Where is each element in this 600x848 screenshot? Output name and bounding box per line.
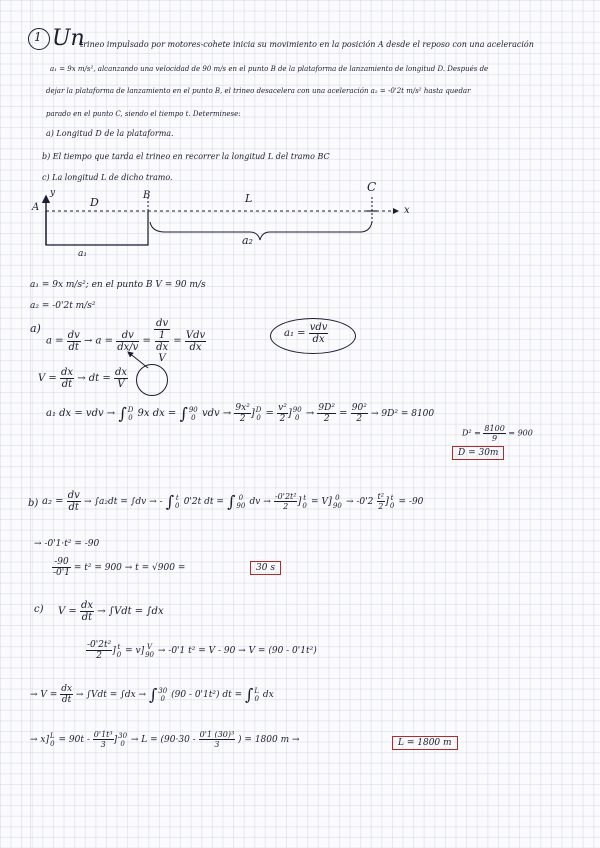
part-c-label: c) bbox=[34, 604, 44, 615]
part-c-eq4: → x] L 0 = 90t - $\frac{\text{0'1t³}}{3}$ ] 30 0 → L = (90·30 - $\frac{\text{0'1 (30)³}}{3}$ ) = 1800 m → bbox=[30, 730, 300, 749]
part-a-eq1: a = $\frac{dv}{dt}$ → a = $\frac{dv}{dx/v}$ = dv 1 dx V = $\frac{\text{Vdv}}{dx}$ bbox=[46, 318, 206, 364]
label-x-axis: x bbox=[404, 205, 410, 216]
part-a-eq3: a₁ dx = vdv → ∫ D 0 9x dx = ∫ 90 0 vdv → $\frac{\text{9x²}}{2}$ ] D 0 = $\frac{\text{v²}}{2}$ ] 90 0 → $\frac{\text{9D²}}{2}$ = $\frac{\text{90²}}{2}$ → 9D² = 8100 bbox=[46, 403, 435, 424]
question-c: c) La longitud L de dicho tramo. bbox=[42, 173, 173, 182]
part-a-step-d2: D² = $\frac{8100}{9}$ = 900 bbox=[462, 424, 533, 443]
label-l: L bbox=[245, 192, 253, 205]
question-a: a) Longitud D de la plataforma. bbox=[46, 129, 174, 138]
label-point-c: C bbox=[367, 180, 377, 194]
part-c-eq1: V = $\frac{dx}{dt}$ → ∫Vdt = ∫dx bbox=[58, 600, 164, 623]
question-b: b) El tiempo que tarda el trineo en recorrer la longitud L del tramo BC bbox=[42, 152, 330, 161]
answer-b-box: 30 s bbox=[250, 561, 281, 575]
label-a1: a₁ bbox=[78, 249, 87, 259]
label-y-axis: y bbox=[50, 188, 56, 198]
part-c-eq3: → V = $\frac{dx}{dt}$ → ∫Vdt = ∫dx → ∫ 30 0 (90 - 0'1t²) dt = ∫ L 0 dx bbox=[30, 684, 274, 705]
label-a2: a₂ bbox=[242, 234, 253, 247]
part-a-label: a) bbox=[30, 322, 41, 335]
problem-first-letters: Un bbox=[52, 26, 85, 51]
given-line-1: a₁ = 9x m/s²; en el punto B V = 90 m/s bbox=[30, 280, 206, 290]
part-b-label: b) bbox=[28, 498, 39, 509]
answer-c-box: L = 1800 m bbox=[392, 736, 458, 750]
part-b-eq2: → -0'1·t² = -90 bbox=[34, 539, 100, 549]
statement-line-1: trineo impulsado por motores-cohete inicia su movimiento en la posición A desde el reposo con una aceleración bbox=[80, 40, 534, 49]
label-point-a: A bbox=[32, 202, 40, 213]
answer-a-box: D = 30m bbox=[452, 446, 504, 460]
label-point-b: B bbox=[143, 190, 151, 201]
statement-line-3: dejar la plataforma de lanzamiento en el punto B, el trineo desacelera con una aceleración a₂ = -0'2t m/s² hasta quedar bbox=[46, 87, 471, 95]
statement-line-4: parado en el punto C, siendo el tiempo t. Determinese: bbox=[46, 110, 241, 118]
part-a-eq2: V = $\frac{dx}{dt}$ → dt = $\frac{dx}{V}$ bbox=[38, 367, 127, 390]
label-d: D bbox=[90, 196, 99, 209]
part-b-eq1: a₂ = $\frac{dv}{dt}$ → ∫a₂dt = ∫dv → - ∫ t 0 0'2t dt = ∫ 0 90 dv → $\frac{\text{-0'2t²}}{2}$ ] t 0 = V] 0 90 → -0'2 $\frac{\text{t²}}{2}$ ] t 0 = -90 bbox=[42, 490, 424, 513]
part-b-eq3: $\frac{-90}{-0'1}$ = t² = 900 → t = √900 = bbox=[53, 557, 186, 578]
circled-formula: a₁ = $\frac{\text{vdv}}{dx}$ bbox=[284, 322, 328, 345]
problem-number: 1 bbox=[34, 30, 42, 44]
circled-dx-over-v bbox=[136, 364, 168, 396]
part-c-eq2: $\frac{\text{-0'2t²}}{2}$ ] t 0 = v] V 90 → -0'1 t² = V - 90 → V = (90 - 0'1t²) bbox=[87, 640, 317, 661]
statement-line-2: a₁ = 9x m/s², alcanzando una velocidad de 90 m/s en el punto B de la plataforma de lanzamiento de longitud D. Después de bbox=[50, 65, 489, 73]
given-line-2: a₂ = -0'2t m/s² bbox=[30, 301, 96, 311]
